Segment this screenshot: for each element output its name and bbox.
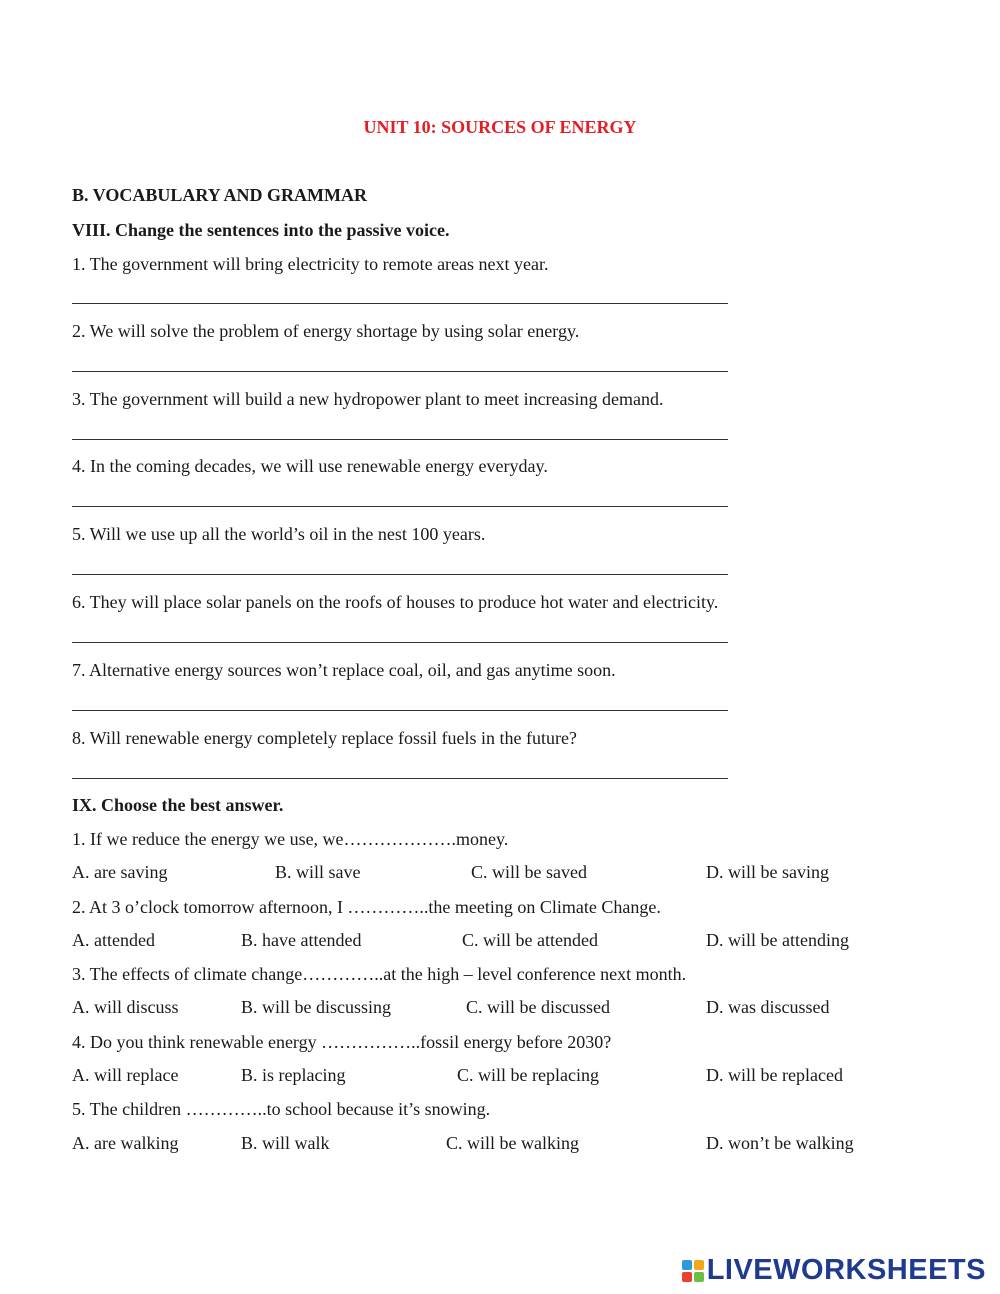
mc-1-option-b[interactable]: B. will save [275,862,361,882]
mc-5-option-d[interactable]: D. won’t be walking [706,1133,854,1153]
mc-2-option-b[interactable]: B. have attended [241,930,362,950]
mc-3-option-a[interactable]: A. will discuss [72,997,179,1017]
passive-question-6: 6. They will place solar panels on the roofs of houses to produce hot water and electricity. [72,592,719,612]
mc-question-3: 3. The effects of climate change…………..at the high – level conference next month. [72,964,687,984]
mc-5-option-a[interactable]: A. are walking [72,1133,179,1153]
liveworksheets-logo [682,1256,986,1285]
passive-question-1: 1. The government will bring electricity to remote areas next year. [72,254,549,274]
mc-3-option-b[interactable]: B. will be discussing [241,997,392,1017]
mc-4-option-b[interactable]: B. is replacing [241,1065,346,1085]
logo-square-3 [682,1272,692,1282]
passive-question-8: 8. Will renewable energy completely replace fossil fuels in the future? [72,728,577,748]
answer-line-2[interactable] [72,371,728,372]
passive-question-5: 5. Will we use up all the world’s oil in the nest 100 years. [72,524,486,544]
passive-question-4: 4. In the coming decades, we will use renewable energy everyday. [72,456,548,476]
passive-question-2: 2. We will solve the problem of energy shortage by using solar energy. [72,321,580,341]
mc-question-1: 1. If we reduce the energy we use, we……………….money. [72,829,509,849]
part-8-heading: VIII. Change the sentences into the passive voice. [72,220,450,240]
answer-line-6[interactable] [72,642,728,643]
mc-question-5: 5. The children …………..to school because it’s snowing. [72,1099,491,1119]
answer-line-7[interactable] [72,710,728,711]
mc-1-option-a[interactable]: A. are saving [72,862,168,882]
mc-4-option-a[interactable]: A. will replace [72,1065,179,1085]
mc-5-option-b[interactable]: B. will walk [241,1133,330,1153]
answer-line-4[interactable] [72,506,728,507]
mc-2-option-c[interactable]: C. will be attended [462,930,598,950]
liveworksheets-logo-icon [682,1260,704,1282]
passive-question-7: 7. Alternative energy sources won’t replace coal, oil, and gas anytime soon. [72,660,616,680]
logo-square-1 [682,1260,692,1270]
mc-question-2: 2. At 3 o’clock tomorrow afternoon, I …………..the meeting on Climate Change. [72,897,661,917]
mc-3-option-c[interactable]: C. will be discussed [466,997,610,1017]
mc-4-option-c[interactable]: C. will be replacing [457,1065,599,1085]
part-9-heading: IX. Choose the best answer. [72,795,284,815]
logo-square-4 [694,1272,704,1282]
answer-line-3[interactable] [72,439,728,440]
mc-2-option-a[interactable]: A. attended [72,930,155,950]
passive-question-3: 3. The government will build a new hydropower plant to meet increasing demand. [72,389,664,409]
section-heading: B. VOCABULARY AND GRAMMAR [72,185,368,205]
mc-3-option-d[interactable]: D. was discussed [706,997,830,1017]
logo-text: LIVEWORKSHEETS [706,1254,986,1286]
answer-line-1[interactable] [72,303,728,304]
mc-1-option-c[interactable]: C. will be saved [471,862,587,882]
answer-line-8[interactable] [72,778,728,779]
mc-question-4: 4. Do you think renewable energy ……………..fossil energy before 2030? [72,1032,612,1052]
answer-line-5[interactable] [72,574,728,575]
logo-square-2 [694,1260,704,1270]
page-title: UNIT 10: SOURCES OF ENERGY [363,117,637,137]
mc-5-option-c[interactable]: C. will be walking [446,1133,579,1153]
mc-2-option-d[interactable]: D. will be attending [706,930,849,950]
mc-1-option-d[interactable]: D. will be saving [706,862,829,882]
mc-4-option-d[interactable]: D. will be replaced [706,1065,843,1085]
